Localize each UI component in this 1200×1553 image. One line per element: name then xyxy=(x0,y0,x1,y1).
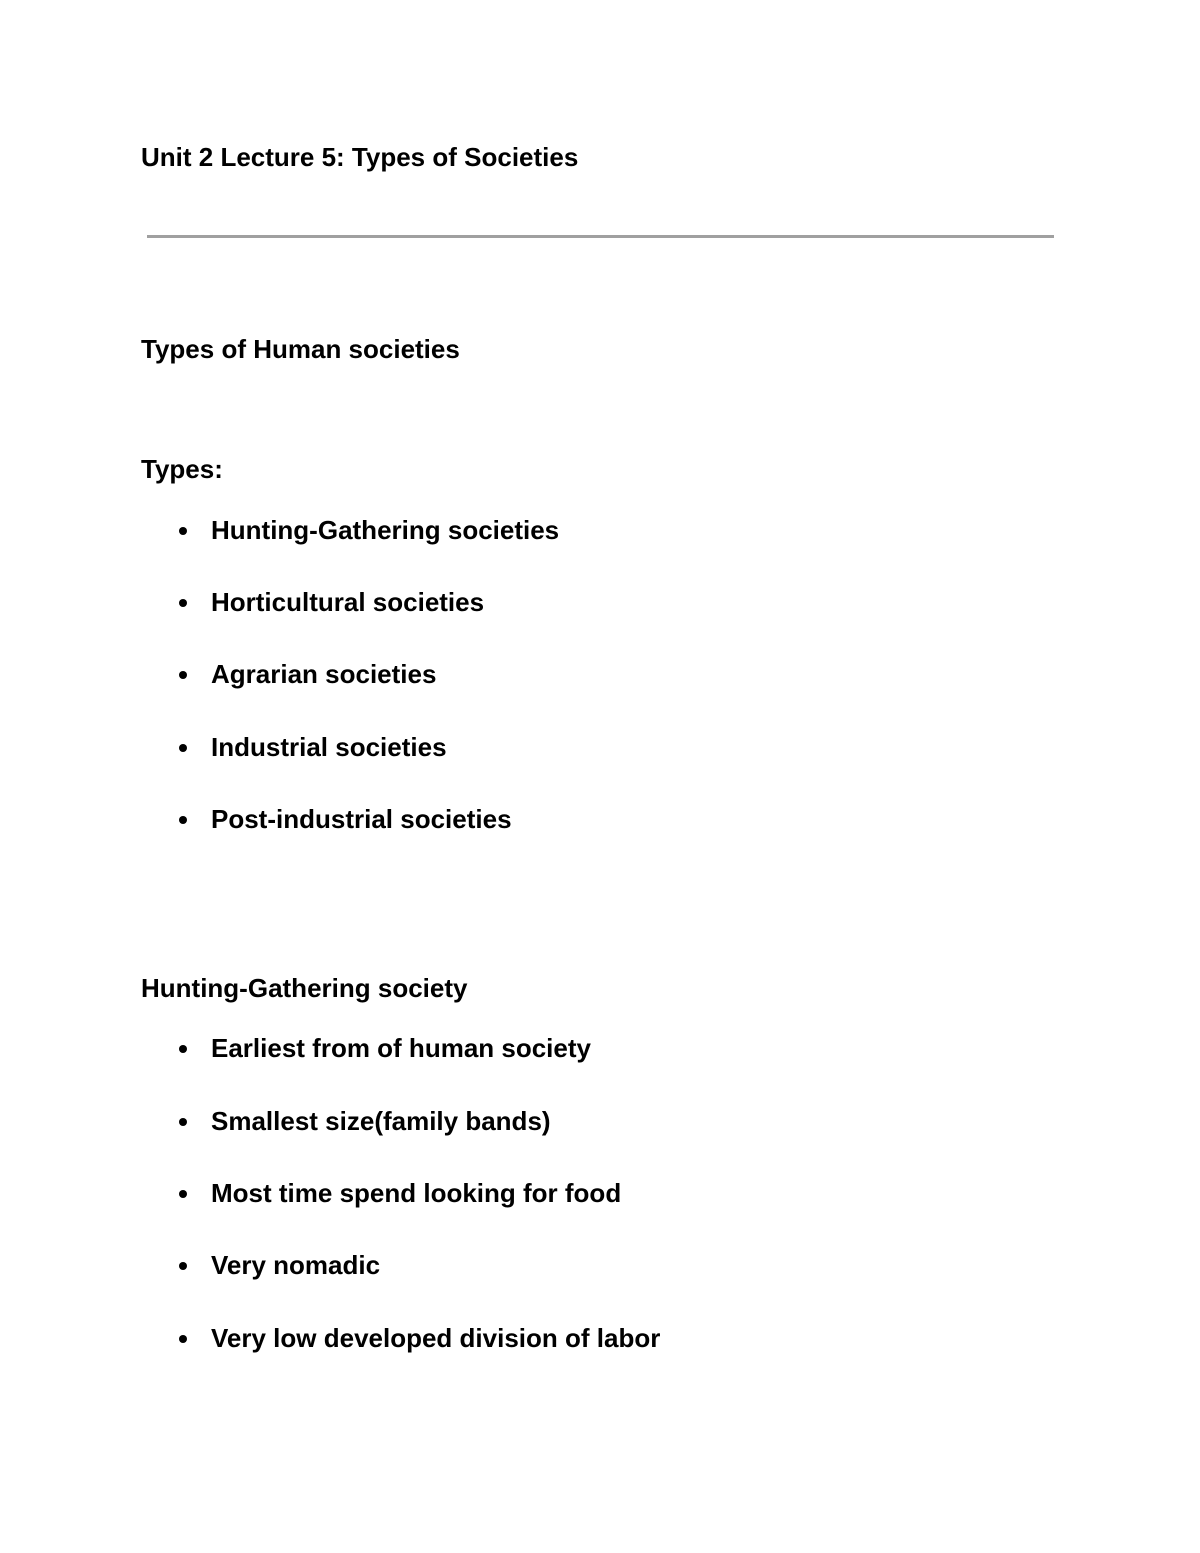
list-item xyxy=(0,658,900,690)
horizontal-divider xyxy=(147,235,1054,238)
list-item-label: Hunting-Gathering societies xyxy=(211,515,560,545)
list-item-label: Most time spend looking for food xyxy=(211,1178,622,1208)
list-item-label: Very low developed division of labor xyxy=(211,1323,661,1353)
list-item xyxy=(0,1032,900,1064)
list-item xyxy=(0,1249,900,1281)
bullet-icon xyxy=(179,744,187,752)
bullet-icon xyxy=(179,527,187,535)
list-item xyxy=(0,1105,900,1137)
list-item xyxy=(0,586,900,618)
list-item xyxy=(0,1177,900,1209)
list-item-label: Smallest size(family bands) xyxy=(211,1106,551,1136)
list-item xyxy=(0,1322,900,1354)
bullet-icon xyxy=(179,671,187,679)
list-item-label: Horticultural societies xyxy=(211,587,485,617)
bullet-icon xyxy=(179,1190,187,1198)
bullet-icon xyxy=(179,1335,187,1343)
hunting-gathering-heading: Hunting-Gathering society xyxy=(141,973,468,1003)
list-item-label: Agrarian societies xyxy=(211,659,437,689)
bullet-icon xyxy=(179,599,187,607)
bullet-icon xyxy=(179,1045,187,1053)
page-title: Unit 2 Lecture 5: Types of Societies xyxy=(141,142,579,172)
types-label: Types: xyxy=(141,454,223,484)
bullet-icon xyxy=(179,1262,187,1270)
list-item xyxy=(0,731,900,763)
bullet-icon xyxy=(179,1118,187,1126)
list-item-label: Very nomadic xyxy=(211,1250,381,1280)
section-heading: Types of Human societies xyxy=(141,334,460,364)
list-item xyxy=(0,514,900,546)
bullet-icon xyxy=(179,816,187,824)
list-item xyxy=(0,803,900,835)
list-item-label: Industrial societies xyxy=(211,732,447,762)
list-item-label: Post-industrial societies xyxy=(211,804,512,834)
list-item-label: Earliest from of human society xyxy=(211,1033,591,1063)
